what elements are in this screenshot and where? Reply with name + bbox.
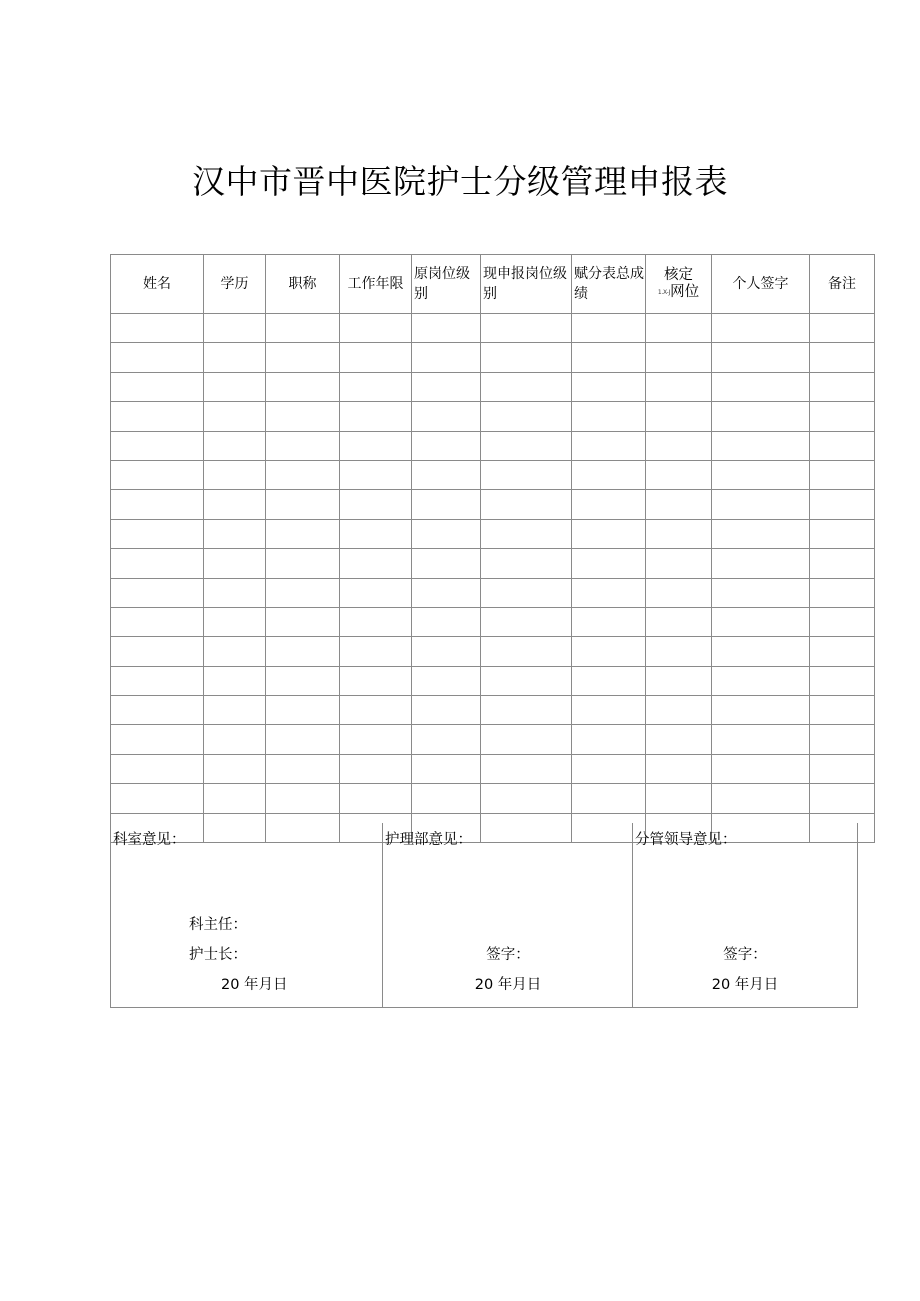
cell-signature[interactable]	[712, 431, 810, 460]
cell-applied_level[interactable]	[481, 314, 572, 343]
cell-applied_level[interactable]	[481, 402, 572, 431]
cell-applied_level[interactable]	[481, 460, 572, 489]
cell-total_score[interactable]	[572, 725, 646, 754]
column-header-applied-level: 现申报岗位级别	[481, 255, 572, 314]
cell-education[interactable]	[204, 754, 266, 783]
cell-total_score[interactable]	[572, 666, 646, 695]
approved-post-artifact: 1.X-J	[657, 289, 671, 296]
cell-applied_level[interactable]	[481, 578, 572, 607]
cell-name[interactable]	[111, 666, 204, 695]
cell-signature[interactable]	[712, 460, 810, 489]
cell-remarks[interactable]	[810, 431, 875, 460]
department-opinion-label: 科室意见：	[113, 832, 186, 848]
cell-applied_level[interactable]	[481, 725, 572, 754]
cell-name[interactable]	[111, 607, 204, 636]
cell-signature[interactable]	[712, 754, 810, 783]
page-title: 汉中市晋中医院护士分级管理申报表	[192, 162, 728, 201]
supervising-leader-signature-line: 签字：	[723, 947, 767, 963]
cell-original_level[interactable]	[412, 519, 481, 548]
cell-total_score[interactable]	[572, 372, 646, 401]
cell-title[interactable]	[266, 666, 340, 695]
cell-total_score[interactable]	[572, 519, 646, 548]
cell-remarks[interactable]	[810, 490, 875, 519]
cell-original_level[interactable]	[412, 431, 481, 460]
table-header	[111, 255, 875, 314]
nurse-grading-table	[110, 254, 875, 843]
cell-title[interactable]	[266, 372, 340, 401]
cell-original_level[interactable]	[412, 314, 481, 343]
cell-remarks[interactable]	[810, 343, 875, 372]
cell-signature[interactable]	[712, 696, 810, 725]
cell-work_years[interactable]	[340, 578, 412, 607]
cell-signature[interactable]	[712, 607, 810, 636]
cell-work_years[interactable]	[340, 519, 412, 548]
cell-original_level[interactable]	[412, 666, 481, 695]
cell-total_score[interactable]	[572, 549, 646, 578]
cell-applied_level[interactable]	[481, 431, 572, 460]
cell-remarks[interactable]	[810, 549, 875, 578]
cell-signature[interactable]	[712, 666, 810, 695]
cell-work_years[interactable]	[340, 637, 412, 666]
cell-name[interactable]	[111, 725, 204, 754]
cell-name[interactable]	[111, 460, 204, 489]
cell-original_level[interactable]	[412, 696, 481, 725]
cell-remarks[interactable]	[810, 784, 875, 813]
table-row	[111, 343, 875, 372]
cell-remarks[interactable]	[810, 578, 875, 607]
cell-approved_post[interactable]	[646, 666, 712, 695]
cell-remarks[interactable]	[810, 607, 875, 636]
cell-education[interactable]	[204, 519, 266, 548]
cell-approved_post[interactable]	[646, 725, 712, 754]
cell-remarks[interactable]	[810, 637, 875, 666]
nursing-department-opinion-label: 护理部意见：	[385, 832, 472, 848]
cell-approved_post[interactable]	[646, 372, 712, 401]
cell-applied_level[interactable]	[481, 343, 572, 372]
cell-approved_post[interactable]	[646, 578, 712, 607]
cell-name[interactable]	[111, 578, 204, 607]
cell-work_years[interactable]	[340, 490, 412, 519]
table-row	[111, 637, 875, 666]
table-row	[111, 549, 875, 578]
cell-total_score[interactable]	[572, 696, 646, 725]
cell-applied_level[interactable]	[481, 754, 572, 783]
column-header-title: 职称	[266, 255, 340, 314]
cell-applied_level[interactable]	[481, 666, 572, 695]
cell-remarks[interactable]	[810, 402, 875, 431]
cell-original_level[interactable]	[412, 725, 481, 754]
cell-work_years[interactable]	[340, 372, 412, 401]
cell-signature[interactable]	[712, 314, 810, 343]
cell-work_years[interactable]	[340, 607, 412, 636]
cell-signature[interactable]	[712, 784, 810, 813]
cell-title[interactable]	[266, 637, 340, 666]
table-row	[111, 578, 875, 607]
table-row	[111, 519, 875, 548]
cell-education[interactable]	[204, 696, 266, 725]
cell-original_level[interactable]	[412, 607, 481, 636]
opinions-section	[110, 823, 858, 1008]
cell-title[interactable]	[266, 549, 340, 578]
cell-remarks[interactable]	[810, 666, 875, 695]
cell-signature[interactable]	[712, 637, 810, 666]
cell-title[interactable]	[266, 519, 340, 548]
cell-applied_level[interactable]	[481, 372, 572, 401]
cell-applied_level[interactable]	[481, 549, 572, 578]
supervising-leader-date-line: 20 年月日	[711, 977, 779, 993]
cell-title[interactable]	[266, 607, 340, 636]
cell-name[interactable]	[111, 372, 204, 401]
cell-original_level[interactable]	[412, 490, 481, 519]
cell-total_score[interactable]	[572, 607, 646, 636]
cell-work_years[interactable]	[340, 784, 412, 813]
approved-post-line2: 网位	[670, 284, 700, 300]
cell-approved_post[interactable]	[646, 490, 712, 519]
cell-title[interactable]	[266, 314, 340, 343]
cell-name[interactable]	[111, 519, 204, 548]
cell-original_level[interactable]	[412, 402, 481, 431]
cell-signature[interactable]	[712, 402, 810, 431]
cell-name[interactable]	[111, 314, 204, 343]
column-header-signature: 个人签字	[712, 255, 810, 314]
cell-applied_level[interactable]	[481, 607, 572, 636]
cell-approved_post[interactable]	[646, 460, 712, 489]
cell-applied_level[interactable]	[481, 519, 572, 548]
cell-education[interactable]	[204, 372, 266, 401]
cell-approved_post[interactable]	[646, 607, 712, 636]
cell-education[interactable]	[204, 549, 266, 578]
cell-signature[interactable]	[712, 578, 810, 607]
cell-approved_post[interactable]	[646, 549, 712, 578]
department-head-nurse-signature-line: 护士长：	[189, 947, 247, 963]
cell-applied_level[interactable]	[481, 490, 572, 519]
cell-title[interactable]	[266, 402, 340, 431]
supervising-leader-opinion-cell[interactable]	[633, 823, 857, 1007]
department-opinion-cell[interactable]	[111, 823, 383, 1007]
table-row	[111, 754, 875, 783]
cell-education[interactable]	[204, 402, 266, 431]
cell-approved_post[interactable]	[646, 784, 712, 813]
cell-title[interactable]	[266, 431, 340, 460]
cell-remarks[interactable]	[810, 754, 875, 783]
cell-work_years[interactable]	[340, 343, 412, 372]
cell-remarks[interactable]	[810, 725, 875, 754]
column-header-name: 姓名	[111, 255, 204, 314]
supervising-leader-opinion-label: 分管领导意见：	[635, 832, 737, 848]
cell-original_level[interactable]	[412, 637, 481, 666]
cell-education[interactable]	[204, 490, 266, 519]
nursing-department-opinion-cell[interactable]	[383, 823, 633, 1007]
cell-total_score[interactable]	[572, 314, 646, 343]
cell-work_years[interactable]	[340, 666, 412, 695]
column-header-remarks: 备注	[810, 255, 875, 314]
cell-education[interactable]	[204, 666, 266, 695]
cell-name[interactable]	[111, 343, 204, 372]
cell-signature[interactable]	[712, 725, 810, 754]
cell-approved_post[interactable]	[646, 314, 712, 343]
cell-approved_post[interactable]	[646, 754, 712, 783]
cell-name[interactable]	[111, 490, 204, 519]
department-director-signature-line: 科主任：	[189, 917, 247, 933]
cell-name[interactable]	[111, 754, 204, 783]
cell-work_years[interactable]	[340, 754, 412, 783]
cell-remarks[interactable]	[810, 696, 875, 725]
cell-name[interactable]	[111, 784, 204, 813]
cell-approved_post[interactable]	[646, 402, 712, 431]
cell-remarks[interactable]	[810, 460, 875, 489]
cell-education[interactable]	[204, 725, 266, 754]
cell-title[interactable]	[266, 578, 340, 607]
cell-title[interactable]	[266, 784, 340, 813]
cell-remarks[interactable]	[810, 372, 875, 401]
cell-name[interactable]	[111, 431, 204, 460]
cell-original_level[interactable]	[412, 372, 481, 401]
table-row	[111, 460, 875, 489]
cell-original_level[interactable]	[412, 754, 481, 783]
column-header-original-level: 原岗位级别	[412, 255, 481, 314]
cell-original_level[interactable]	[412, 549, 481, 578]
table-row	[111, 490, 875, 519]
cell-title[interactable]	[266, 490, 340, 519]
cell-signature[interactable]	[712, 519, 810, 548]
table-row	[111, 431, 875, 460]
table-row	[111, 372, 875, 401]
cell-original_level[interactable]	[412, 343, 481, 372]
cell-education[interactable]	[204, 578, 266, 607]
approved-post-line2-wrap	[646, 284, 711, 301]
cell-education[interactable]	[204, 607, 266, 636]
cell-education[interactable]	[204, 431, 266, 460]
table-row	[111, 314, 875, 343]
cell-total_score[interactable]	[572, 402, 646, 431]
cell-signature[interactable]	[712, 343, 810, 372]
cell-signature[interactable]	[712, 372, 810, 401]
cell-total_score[interactable]	[572, 784, 646, 813]
table-row	[111, 784, 875, 813]
cell-work_years[interactable]	[340, 402, 412, 431]
cell-original_level[interactable]	[412, 460, 481, 489]
cell-approved_post[interactable]	[646, 519, 712, 548]
cell-approved_post[interactable]	[646, 637, 712, 666]
cell-title[interactable]	[266, 343, 340, 372]
cell-approved_post[interactable]	[646, 343, 712, 372]
table-body	[111, 314, 875, 843]
table-header-row	[111, 255, 875, 314]
column-header-approved-post	[646, 255, 712, 314]
cell-total_score[interactable]	[572, 578, 646, 607]
table-row	[111, 607, 875, 636]
table-row	[111, 696, 875, 725]
cell-work_years[interactable]	[340, 696, 412, 725]
table-row	[111, 402, 875, 431]
cell-name[interactable]	[111, 549, 204, 578]
cell-original_level[interactable]	[412, 578, 481, 607]
cell-applied_level[interactable]	[481, 696, 572, 725]
cell-title[interactable]	[266, 460, 340, 489]
cell-approved_post[interactable]	[646, 431, 712, 460]
cell-work_years[interactable]	[340, 725, 412, 754]
table-row	[111, 666, 875, 695]
cell-total_score[interactable]	[572, 343, 646, 372]
nursing-department-signature-line: 签字：	[486, 947, 530, 963]
cell-work_years[interactable]	[340, 549, 412, 578]
cell-approved_post[interactable]	[646, 696, 712, 725]
cell-education[interactable]	[204, 314, 266, 343]
cell-total_score[interactable]	[572, 460, 646, 489]
cell-signature[interactable]	[712, 490, 810, 519]
cell-education[interactable]	[204, 784, 266, 813]
cell-work_years[interactable]	[340, 431, 412, 460]
cell-signature[interactable]	[712, 549, 810, 578]
cell-total_score[interactable]	[572, 431, 646, 460]
approved-post-line1: 核定	[664, 267, 693, 283]
table-row	[111, 725, 875, 754]
cell-name[interactable]	[111, 696, 204, 725]
cell-total_score[interactable]	[572, 490, 646, 519]
cell-education[interactable]	[204, 460, 266, 489]
cell-remarks[interactable]	[810, 314, 875, 343]
cell-applied_level[interactable]	[481, 637, 572, 666]
cell-title[interactable]	[266, 725, 340, 754]
cell-total_score[interactable]	[572, 637, 646, 666]
cell-education[interactable]	[204, 637, 266, 666]
cell-work_years[interactable]	[340, 460, 412, 489]
cell-name[interactable]	[111, 402, 204, 431]
column-header-work-years: 工作年限	[340, 255, 412, 314]
column-header-education: 学历	[204, 255, 266, 314]
cell-original_level[interactable]	[412, 784, 481, 813]
cell-applied_level[interactable]	[481, 784, 572, 813]
cell-work_years[interactable]	[340, 314, 412, 343]
cell-total_score[interactable]	[572, 754, 646, 783]
cell-name[interactable]	[111, 637, 204, 666]
cell-title[interactable]	[266, 754, 340, 783]
nursing-department-date-line: 20 年月日	[474, 977, 542, 993]
cell-remarks[interactable]	[810, 519, 875, 548]
column-header-total-score: 赋分表总成绩	[572, 255, 646, 314]
department-date-line: 20 年月日	[221, 977, 288, 993]
cell-education[interactable]	[204, 343, 266, 372]
cell-title[interactable]	[266, 696, 340, 725]
